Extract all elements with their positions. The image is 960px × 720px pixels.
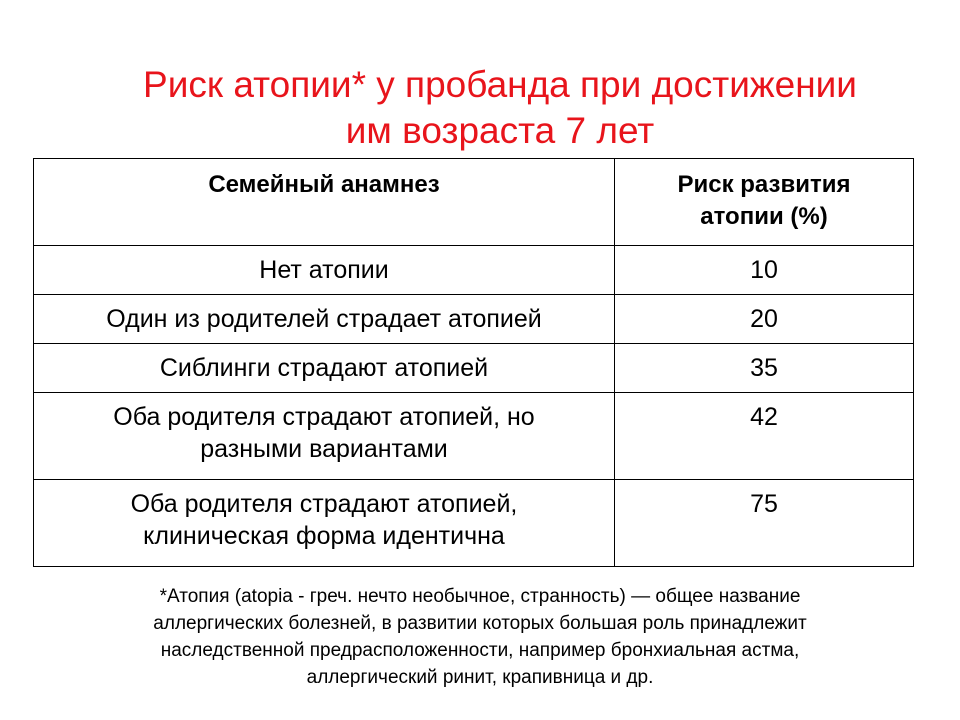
slide-title xyxy=(60,62,940,154)
header-atopy-risk xyxy=(615,159,914,246)
table-row xyxy=(34,295,914,344)
footnote-line-3: наследственной предрасположенности, например бронхиальная астма, xyxy=(160,640,800,661)
footnote-line-1: *Атопия (atopia - греч. нечто необычное, странность) — общее название xyxy=(159,586,801,607)
table-row xyxy=(34,344,914,393)
header-family-history xyxy=(34,159,615,246)
header-family-history-label: Семейный анамнез xyxy=(208,171,440,198)
family-history-text-line-1: Оба родителя страдают атопией, xyxy=(130,490,518,518)
table-row xyxy=(34,480,914,567)
risk-value: 10 xyxy=(750,256,778,284)
risk-value-cell xyxy=(615,393,914,480)
table-row xyxy=(34,393,914,480)
family-history-text-line-2: клиническая форма идентична xyxy=(143,522,505,550)
risk-value: 75 xyxy=(750,490,778,518)
risk-table xyxy=(33,158,914,567)
risk-value-cell xyxy=(615,246,914,295)
risk-value-cell xyxy=(615,344,914,393)
slide-title-line-1: Риск атопии* у пробанда при достижении xyxy=(143,64,857,105)
family-history-text-line-2: разными вариантами xyxy=(200,435,448,463)
risk-value-cell xyxy=(615,480,914,567)
family-history-cell xyxy=(34,344,615,393)
header-atopy-risk-line-1: Риск развития xyxy=(677,171,851,198)
family-history-text: Нет атопии xyxy=(259,256,389,284)
footnote-line-2: аллергических болезней, в развитии которых большая роль принадлежит xyxy=(153,613,807,634)
slide-title-line-2: им возраста 7 лет xyxy=(345,110,655,151)
table-header xyxy=(34,159,914,246)
family-history-cell xyxy=(34,295,615,344)
risk-value: 20 xyxy=(750,305,778,333)
risk-value-cell xyxy=(615,295,914,344)
family-history-cell xyxy=(34,480,615,567)
risk-value: 35 xyxy=(750,354,778,382)
family-history-cell xyxy=(34,246,615,295)
family-history-cell xyxy=(34,393,615,480)
table-body xyxy=(34,246,914,567)
family-history-text-line-1: Оба родителя страдают атопией, но xyxy=(113,403,535,431)
header-atopy-risk-line-2: атопии (%) xyxy=(700,203,828,230)
footnote-line-4: аллергический ринит, крапивница и др. xyxy=(306,667,654,688)
footnote xyxy=(60,583,900,691)
family-history-text: Сиблинги страдают атопией xyxy=(159,354,489,382)
family-history-text: Один из родителей страдает атопией xyxy=(106,305,542,333)
table-header-row xyxy=(34,159,914,246)
table-row xyxy=(34,246,914,295)
risk-value: 42 xyxy=(750,403,778,431)
